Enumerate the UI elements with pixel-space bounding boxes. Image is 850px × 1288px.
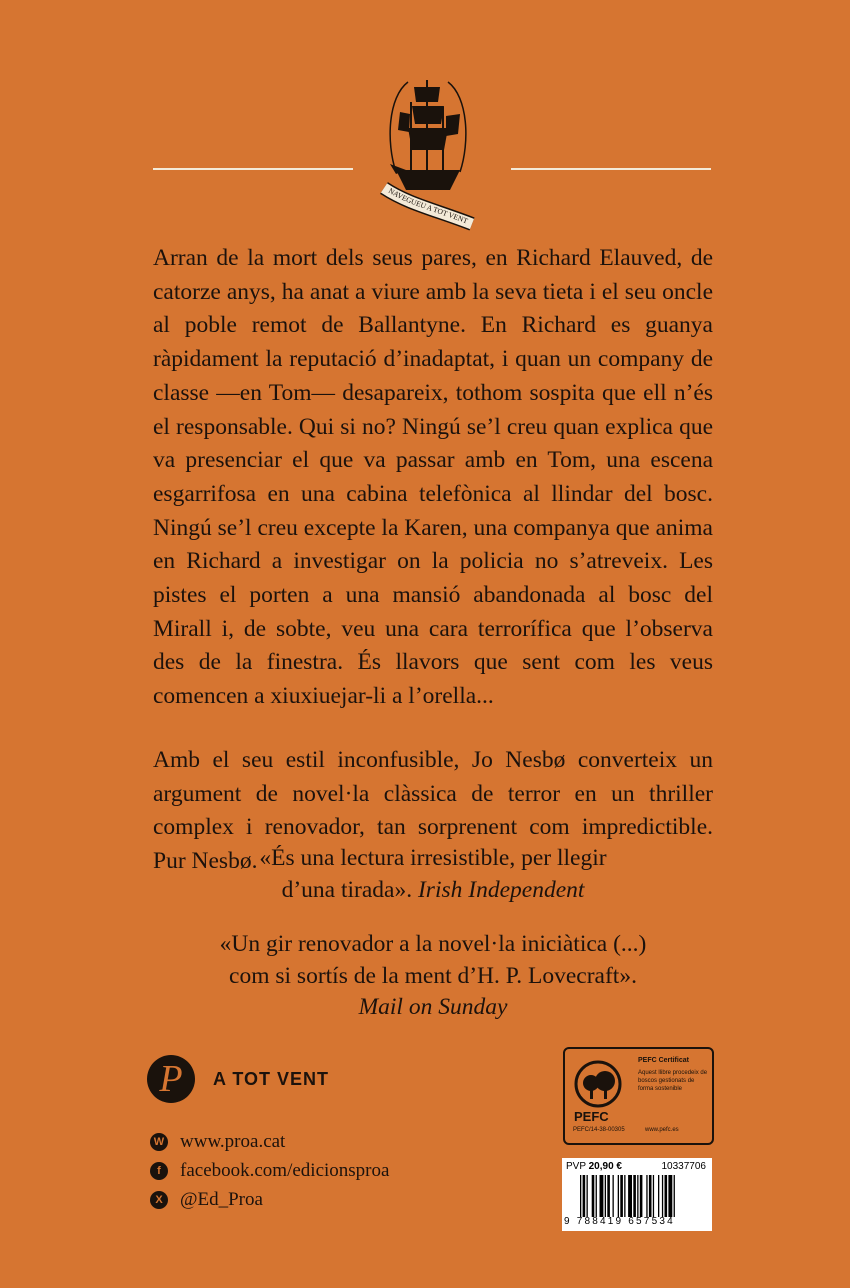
decorative-rule-right [511, 168, 711, 170]
barcode-bar [658, 1175, 659, 1217]
barcode-bar [674, 1175, 675, 1217]
quote-2 [153, 929, 713, 1024]
emblem-banner-text: NAVEGUEU A TOT VENT [386, 186, 470, 226]
barcode-bar [587, 1175, 588, 1217]
web-icon: W [150, 1133, 168, 1151]
barcode-bar [618, 1175, 619, 1217]
quote-1 [153, 843, 713, 906]
barcode-bar [653, 1175, 654, 1217]
publisher-logo [147, 1055, 195, 1103]
contact-website[interactable] [150, 1131, 285, 1153]
synopsis-paragraph-1: Arran de la mort dels seus pares, en Richard Elauved, de catorze anys, ha anat a viure amb la seva tieta i el seu oncle al poble remot de Ballantyne. En Richard es guanya ràpidament la reputació d’inadaptat, i quan un company de classe —en Tom— desapareix, tothom sospita que ell n’és el responsable. Qui si no? Ningú se’l creu quan explica que va presenciar el que va passar amb en Tom, una escena esgarrifosa en una cabina telefònica al llindar del bosc. Ningú se’l creu excepte la Karen, una companya que anima en Richard a investigar on la policia no s’atreveix. Les pistes el porten a una mansió abandonada al bosc del Mirall i, de sobte, veu una cara terrorífica que l’observa des de la finestra. És llavors que sent com les veus comencen a xiuxiuejar-li a l’orella... [153, 245, 713, 710]
barcode-bar [668, 1175, 672, 1217]
barcode-bar [613, 1175, 614, 1217]
barcode-bar [583, 1175, 586, 1217]
publisher-logo-letter: P [159, 1058, 183, 1100]
x-handle-text: @Ed_Proa [180, 1189, 263, 1210]
barcode-bar [605, 1175, 606, 1217]
x-icon: X [150, 1191, 168, 1209]
barcode-bar [624, 1175, 625, 1217]
barcode-bar [633, 1175, 636, 1217]
barcode-bar [665, 1175, 668, 1217]
facebook-icon: f [150, 1162, 168, 1180]
press-quotes [153, 843, 713, 1047]
price [566, 1161, 622, 1172]
barcode-bar [620, 1175, 623, 1217]
svg-text:NAVEGUEU A TOT VENT [387, 186, 470, 226]
quote-1-source: Irish Independent [417, 876, 585, 903]
barcode-bar [607, 1175, 610, 1217]
barcode-bar [637, 1175, 638, 1217]
pefc-tree-icon [573, 1059, 623, 1109]
price-barcode-label [562, 1158, 712, 1231]
pefc-code: PEFC/14-38-00305 [573, 1127, 625, 1133]
barcode-bar [662, 1175, 663, 1217]
pefc-logo-text: PEFC [574, 1109, 609, 1124]
quote-2-line-2: com si sortís de la ment d’H. P. Lovecraft». [229, 962, 637, 989]
barcode-bar [592, 1175, 595, 1217]
quote-1-line-2: d’una tirada». [281, 876, 413, 903]
product-reference: 10337706 [661, 1161, 706, 1172]
pefc-title: PEFC Certificat [638, 1057, 689, 1064]
contact-facebook[interactable] [150, 1160, 389, 1182]
price-amount: 20,90 € [588, 1161, 622, 1172]
facebook-text: facebook.com/edicionsproa [180, 1160, 390, 1181]
barcode-bar [628, 1175, 632, 1217]
barcode-bar [649, 1175, 652, 1217]
quote-2-line-1: «Un gir renovador a la novel·la iniciàtica (...) [219, 931, 647, 957]
pefc-description: Aquest llibre procedeix de boscos gestionats de forma sostenible [638, 1070, 708, 1092]
synopsis [153, 242, 713, 909]
sailing-ship-icon [378, 72, 478, 232]
quote-2-source: Mail on Sunday [358, 994, 508, 1020]
quote-1-line-1: «És una lectura irresistible, per llegir [259, 845, 607, 871]
isbn-barcode [580, 1175, 706, 1217]
website-text: www.proa.cat [180, 1131, 286, 1152]
isbn-digits: 9 788419 657534 [564, 1216, 675, 1227]
price-label: PVP [566, 1161, 586, 1172]
barcode-bar [640, 1175, 643, 1217]
pefc-certification [563, 1047, 714, 1145]
barcode-bar [580, 1175, 581, 1217]
collection-name: A TOT VENT [213, 1069, 330, 1089]
pefc-website: www.pefc.es [645, 1127, 679, 1133]
barcode-bar [596, 1175, 597, 1217]
decorative-rule-left [153, 168, 353, 170]
barcode-bar [600, 1175, 604, 1217]
contact-x[interactable] [150, 1189, 263, 1211]
synopsis-paragraph-2: Amb el seu estil inconfusible, Jo Nesbø converteix un argument de novel·la clàssica de terror en un thriller complex i renovador, tan sorprenent com impredictible. Pur Nesbø. [153, 746, 713, 874]
barcode-bar [646, 1175, 647, 1217]
